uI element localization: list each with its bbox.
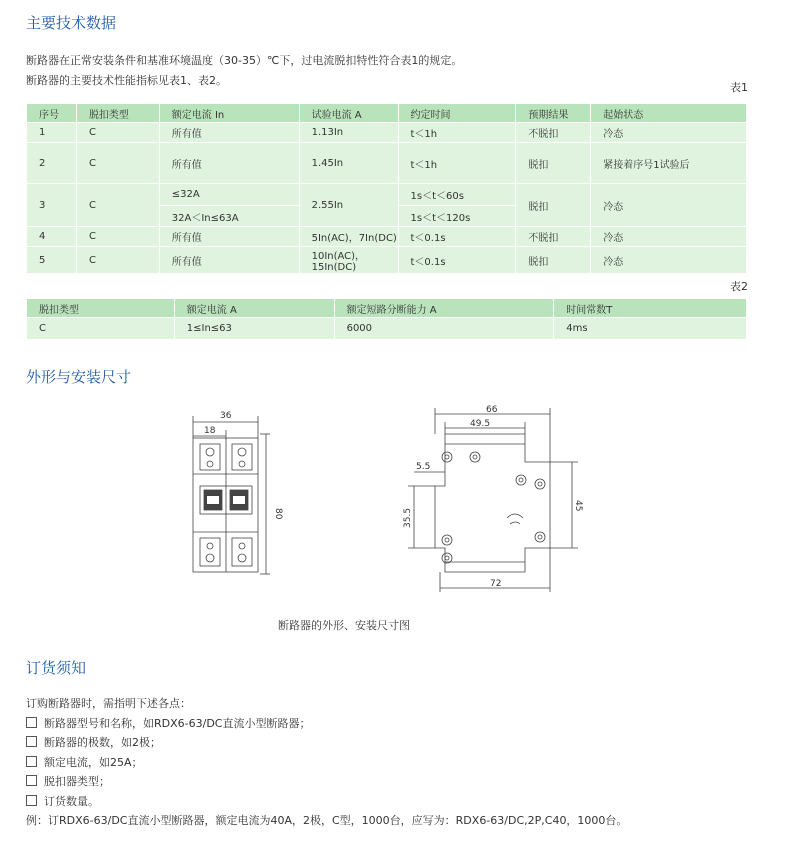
dim-side-offset: 5.5 (416, 462, 431, 472)
table1-header-cell: 预期结果 (516, 104, 591, 123)
table-row (27, 143, 747, 184)
table2-header-cell: 时间常数T (554, 299, 747, 318)
table1 (26, 103, 747, 274)
table-cell: t＜0.1s (398, 247, 516, 274)
intro-line-2: 断路器的主要技术性能指标见表1、表2。 (26, 74, 227, 87)
table-cell: 所有值 (159, 143, 299, 184)
table-row (27, 227, 747, 247)
table-cell: 5In(AC)，7In(DC) (299, 227, 398, 247)
table-cell: 6000 (334, 318, 554, 340)
table-cell: 1 (27, 123, 77, 143)
table-cell: 1.45In (299, 143, 398, 184)
table-cell: C (76, 247, 159, 274)
table-cell: 不脱扣 (516, 227, 591, 247)
table-cell: 3 (27, 184, 77, 227)
dim-side-width-top: 66 (486, 405, 498, 415)
dim-side-width-mid: 49.5 (470, 419, 491, 429)
list-item (26, 733, 627, 753)
table-cell: ≤32A (159, 184, 299, 206)
table-row (27, 123, 747, 143)
table-cell: 4ms (554, 318, 747, 340)
table-cell: C (76, 143, 159, 184)
checkbox-icon (26, 736, 37, 747)
list-item (26, 753, 627, 773)
table-row (27, 184, 747, 206)
dim-front-width: 36 (220, 411, 232, 421)
section-title-tech-data: 主要技术数据 (26, 14, 117, 32)
table-cell: C (76, 227, 159, 247)
dim-front-height: 80 (273, 508, 283, 520)
table-cell: 1≤In≤63 (174, 318, 334, 340)
table-cell: 冷态 (591, 247, 747, 274)
list-item (26, 792, 627, 812)
list-item-text: 断路器的极数，如2极； (44, 736, 161, 749)
table-cell: 2.55In (299, 184, 398, 227)
section-title-ordering: 订货须知 (26, 659, 87, 677)
table-cell: t＜1h (398, 123, 516, 143)
table1-label: 表1 (730, 81, 748, 94)
table-cell: 32A＜In≤63A (159, 206, 299, 227)
table1-header-row (27, 104, 747, 123)
table-cell: 4 (27, 227, 77, 247)
checkbox-icon (26, 795, 37, 806)
table-cell: 所有值 (159, 227, 299, 247)
table-cell: 所有值 (159, 247, 299, 274)
table-cell: 2 (27, 143, 77, 184)
list-item-text: 脱扣器类型； (44, 775, 110, 788)
table2-header-row (27, 299, 747, 318)
table-cell: 脱扣 (516, 247, 591, 274)
dim-side-height-left: 35.5 (403, 507, 413, 528)
section-title-dimensions: 外形与安装尺寸 (26, 368, 132, 386)
order-example: 例：订RDX6-63/DC直流小型断路器，额定电流为40A，2极，C型，1000台，应写为：RDX6-63/DC,2P,C40，1000台。 (26, 814, 628, 827)
table-cell: 不脱扣 (516, 123, 591, 143)
order-list (26, 694, 627, 831)
table-cell: 冷态 (591, 184, 747, 227)
table-cell: 所有值 (159, 123, 299, 143)
table-cell: C (76, 123, 159, 143)
order-intro: 订购断路器时，需指明下述各点： (26, 697, 191, 710)
table-cell: t＜1h (398, 143, 516, 184)
list-item-text: 断路器型号和名称，如RDX6-63/DC直流小型断路器； (44, 716, 311, 730)
list-item (26, 714, 627, 734)
table-cell: 紧接着序号1试验后 (591, 143, 747, 184)
table2-label: 表2 (730, 280, 748, 293)
table1-header-cell: 额定电流 In (159, 104, 299, 123)
table-cell: 5 (27, 247, 77, 274)
dim-side-height-right: 45 (573, 500, 583, 512)
table1-header-cell: 脱扣类型 (76, 104, 159, 123)
dim-front-pole-width: 18 (204, 426, 216, 436)
table2-header-cell: 脱扣类型 (27, 299, 175, 318)
table-cell: 脱扣 (516, 184, 591, 227)
table-cell: 冷态 (591, 123, 747, 143)
table-row (27, 318, 747, 340)
checkbox-icon (26, 756, 37, 767)
table1-header-cell: 试验电流 A (299, 104, 398, 123)
table2-header-cell: 额定电流 A (174, 299, 334, 318)
checkbox-icon (26, 775, 37, 786)
table-cell: 1.13In (299, 123, 398, 143)
table-cell: C (27, 318, 175, 340)
table2-header-cell: 额定短路分断能力 A (334, 299, 554, 318)
front-view-drawing (180, 404, 300, 604)
side-view-drawing (400, 400, 590, 600)
table-row (27, 247, 747, 274)
list-item (26, 772, 627, 792)
table-cell: 1s＜t＜60s (398, 184, 516, 206)
list-item-text: 额定电流，如25A； (44, 755, 143, 769)
drawing-caption: 断路器的外形、安装尺寸图 (278, 619, 410, 632)
intro-line-1: 断路器在正常安装条件和基准环境温度（30-35）℃下，过电流脱扣特性符合表1的规定。 (26, 54, 463, 67)
table-cell: C (76, 184, 159, 227)
table1-header-cell: 起始状态 (591, 104, 747, 123)
list-item-text: 订货数量。 (44, 794, 99, 808)
table-cell: 1s＜t＜120s (398, 206, 516, 227)
table1-header-cell: 序号 (27, 104, 77, 123)
table1-header-cell: 约定时间 (398, 104, 516, 123)
table-cell: 脱扣 (516, 143, 591, 184)
table-cell: 冷态 (591, 227, 747, 247)
table2 (26, 298, 747, 340)
table-cell: 10In(AC)，15In(DC) (299, 247, 398, 274)
dim-side-width-bottom: 72 (490, 579, 502, 589)
checkbox-icon (26, 717, 37, 728)
table-cell: t＜0.1s (398, 227, 516, 247)
